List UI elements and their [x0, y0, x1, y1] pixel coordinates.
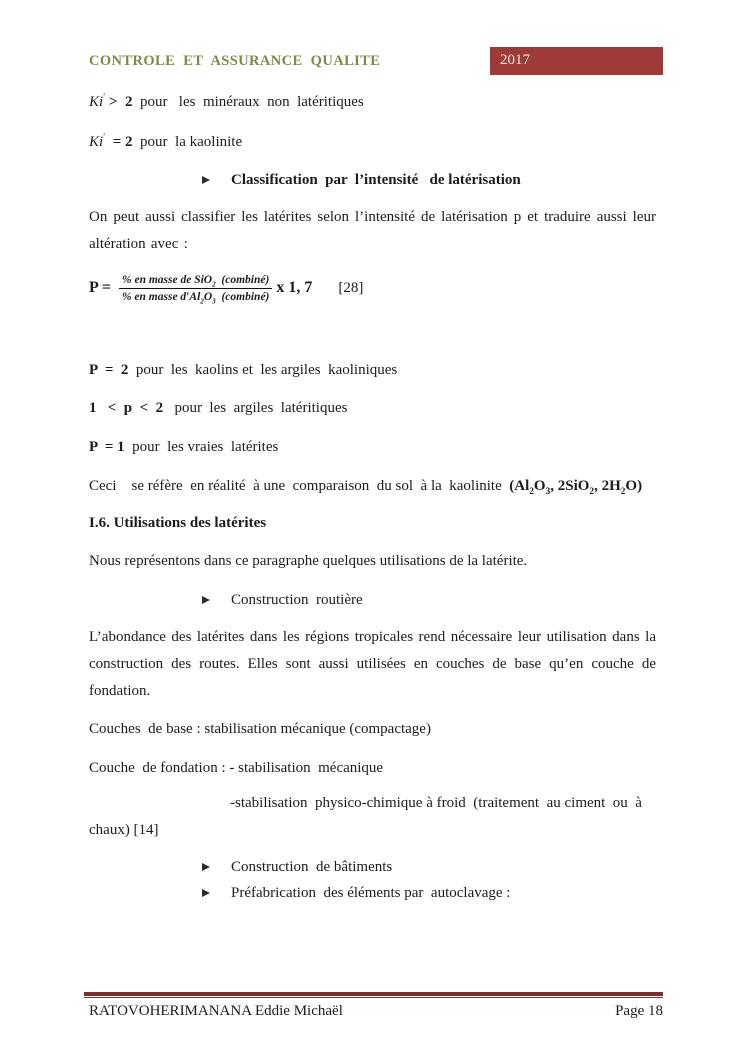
paragraph-intro-classification: On peut aussi classifier les latérites selon l’intensité de latérisation p et traduire aussi leur altération avec :	[89, 209, 656, 252]
formula-numerator: % en masse de SiO$_2$ (combiné)	[119, 273, 272, 289]
bullet-construction-routiere-label: Construction routière	[231, 592, 363, 608]
header-year-badge: 2017	[490, 47, 663, 75]
bullet-construction-batiments	[202, 857, 656, 877]
page-header	[0, 0, 745, 75]
bullet-arrow-icon	[202, 596, 210, 604]
footer-author: RATOVOHERIMANANA Eddie Michaël	[89, 1003, 343, 1019]
stabilisation-line-2: chaux) [14]	[89, 822, 159, 838]
couches-de-base-line: Couches de base : stabilisation mécanique (compactage)	[89, 721, 431, 737]
p-between-1-2-line: 1 < p < 2 pour les argiles latéritiques	[89, 400, 348, 416]
page-body	[0, 92, 745, 903]
footer-row	[84, 998, 663, 1021]
bullet-prefabrication	[202, 883, 656, 903]
formula-denominator: % en masse $d'Al_2O_3$ (combiné)	[121, 290, 270, 305]
formula-lhs: P =	[89, 279, 116, 296]
bullet-construction-routiere	[202, 590, 656, 610]
bullet-arrow-icon	[202, 863, 210, 871]
couche-de-fondation-line: Couche de fondation : - stabilisation mécanique	[89, 760, 384, 776]
p-equals-2-line: P = 2 pour les kaolins et les argiles kaoliniques	[89, 362, 398, 378]
formula-reference: [28]	[338, 279, 364, 296]
ceci-kaolinite-line: Ceci se réfère en réalité à une comparaison du sol à la kaolinite ($Al_2O_3$, 2SiO$_2$, $2H_2O$)	[89, 478, 643, 497]
paragraph-abondance: L’abondance des latérites dans les régions tropicales rend nécessaire leur utilisation dans la construction des routes. Elles sont aussi utilisées en couches de base qu’en couche de fondation.	[89, 629, 656, 699]
formula-fraction	[119, 273, 272, 304]
stabilisation-line-1: -stabilisation physico-chimique à froid (traitement au ciment ou à	[230, 795, 642, 811]
document-header-title: CONTROLE ET ASSURANCE QUALITE	[89, 53, 381, 69]
p-equals-1-line: P = 1 pour les vraies latérites	[89, 439, 279, 455]
bullet-classification	[202, 170, 656, 190]
ki-greater-line: Ki′ > 2 pour les minéraux non latéritiques	[89, 93, 364, 110]
page-footer	[84, 992, 663, 1021]
bullet-construction-batiments-label: Construction de bâtiments	[231, 859, 393, 875]
bullet-arrow-icon	[202, 889, 210, 897]
footer-rule-thick	[84, 992, 663, 996]
bullet-classification-label: Classification par l’intensité de latérisation	[231, 172, 521, 188]
footer-page-number: Page 18	[615, 1003, 663, 1019]
section-heading-i6: I.6. Utilisations des latérites	[89, 515, 267, 531]
paragraph-nous: Nous représentons dans ce paragraphe quelques utilisations de la latérite.	[89, 553, 528, 569]
ki-equal-line: Ki′ = 2 pour la kaolinite	[89, 133, 243, 150]
bullet-prefabrication-label: Préfabrication des éléments par autoclavage :	[231, 885, 511, 901]
bullet-arrow-icon	[202, 176, 210, 184]
stabilisation-paragraph	[89, 790, 656, 844]
formula-multiplier: x 1, 7	[276, 279, 313, 296]
formula-laterisation	[89, 268, 656, 308]
